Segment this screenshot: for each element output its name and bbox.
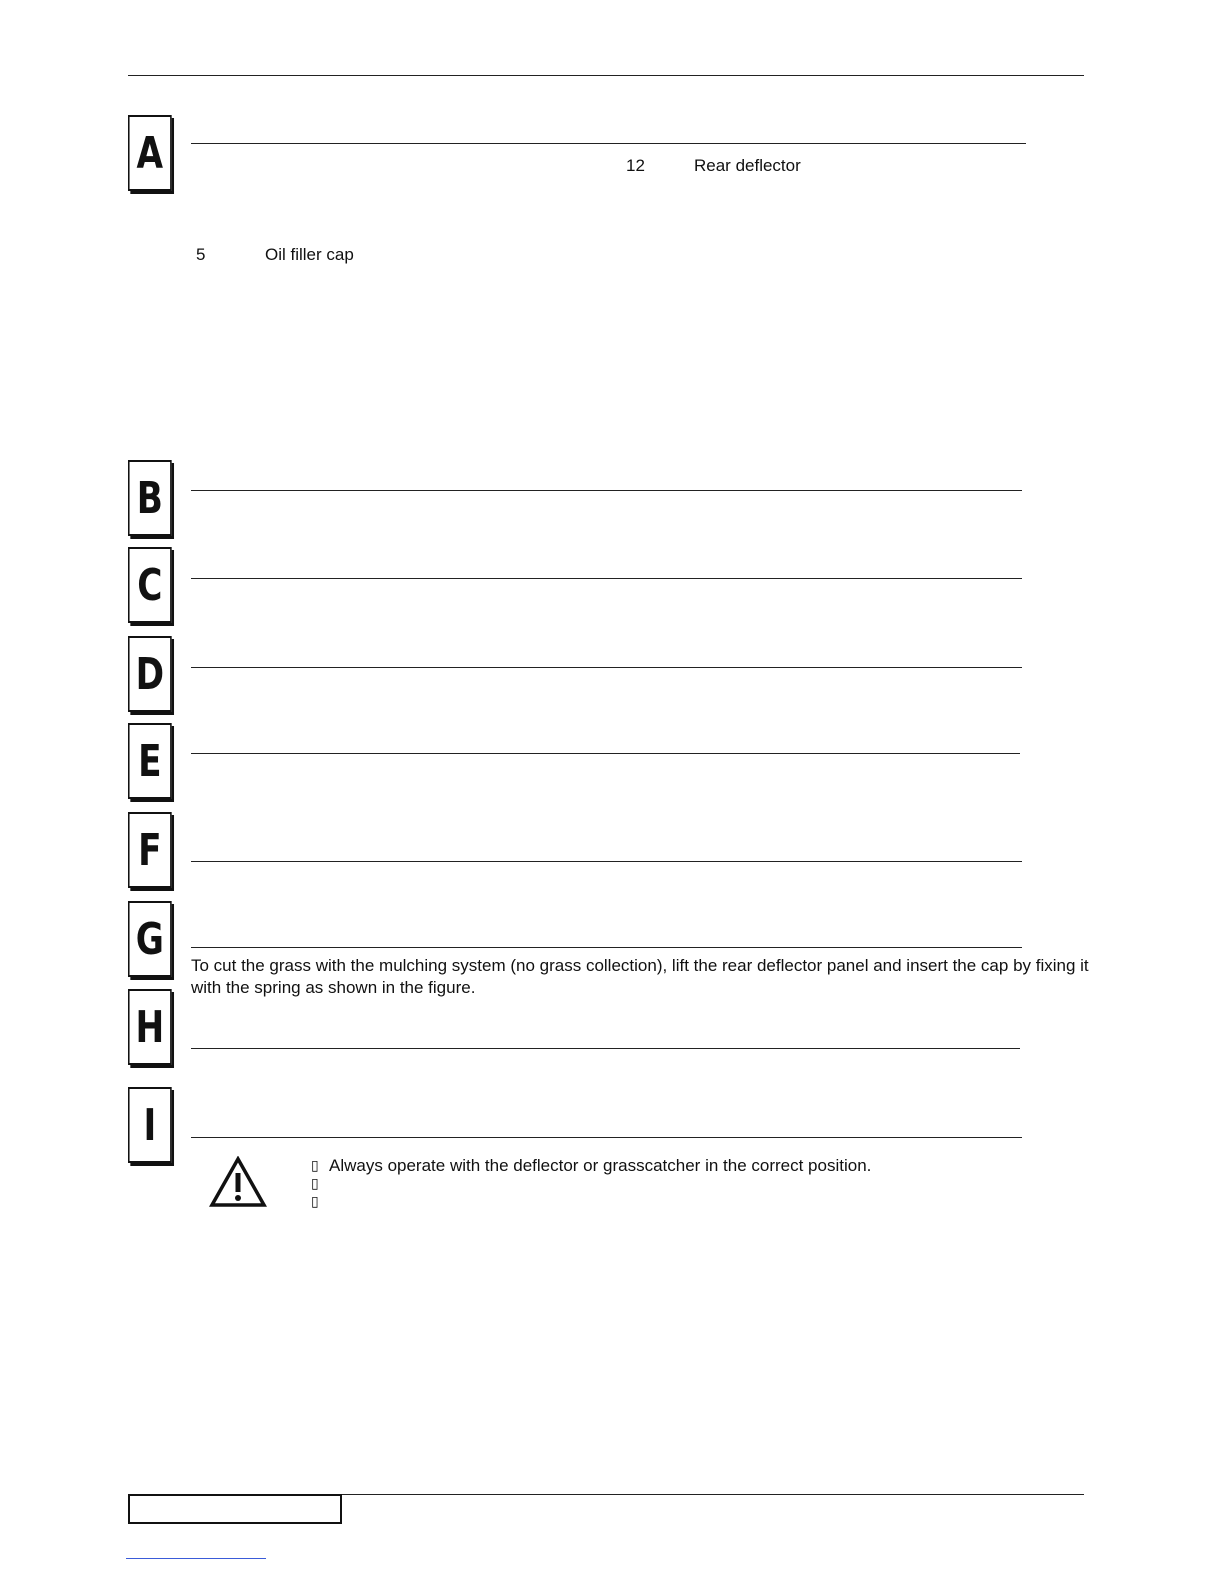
warning-bullet-1-glyph: ▯ xyxy=(311,1157,319,1173)
section-h-rule xyxy=(191,1048,1020,1049)
section-a-marker: A xyxy=(128,115,172,191)
section-b-marker: B xyxy=(128,460,172,536)
footer-page-box xyxy=(128,1494,342,1524)
section-d-rule xyxy=(191,667,1022,668)
section-d-marker: D xyxy=(128,636,172,712)
warning-bullet-1-text: Always operate with the deflector or grasscatcher in the correct position. xyxy=(329,1156,872,1175)
item-5-label: Oil filler cap xyxy=(265,245,354,264)
section-f-rule xyxy=(191,861,1022,862)
section-c-marker: C xyxy=(128,547,172,623)
header-rule xyxy=(128,75,1084,76)
section-h-marker: H xyxy=(128,989,172,1065)
section-e-marker: E xyxy=(128,723,172,799)
section-i-marker: I xyxy=(128,1087,172,1163)
section-g-marker: G xyxy=(128,901,172,977)
section-i-rule xyxy=(191,1137,1022,1138)
footer-link-underline[interactable] xyxy=(126,1558,266,1559)
item-5-number: 5 xyxy=(196,245,206,264)
section-f-marker: F xyxy=(128,812,172,888)
item-12-number: 12 xyxy=(626,156,645,175)
section-a-rule xyxy=(191,143,1026,144)
warning-bullet-2-glyph: ▯ xyxy=(311,1175,319,1191)
warning-triangle-icon xyxy=(209,1156,267,1208)
section-g-text: To cut the grass with the mulching system (no grass collection), lift the rear deflector panel and insert the cap by fixing it with the spring as shown in the figure. xyxy=(191,956,1089,997)
warning-bullet-3-glyph: ▯ xyxy=(311,1193,319,1209)
section-e-rule xyxy=(191,753,1020,754)
section-b-rule xyxy=(191,490,1022,491)
section-c-rule xyxy=(191,578,1022,579)
item-12-label: Rear deflector xyxy=(694,156,801,175)
section-g-rule xyxy=(191,947,1022,948)
footer-rule xyxy=(340,1494,1084,1495)
